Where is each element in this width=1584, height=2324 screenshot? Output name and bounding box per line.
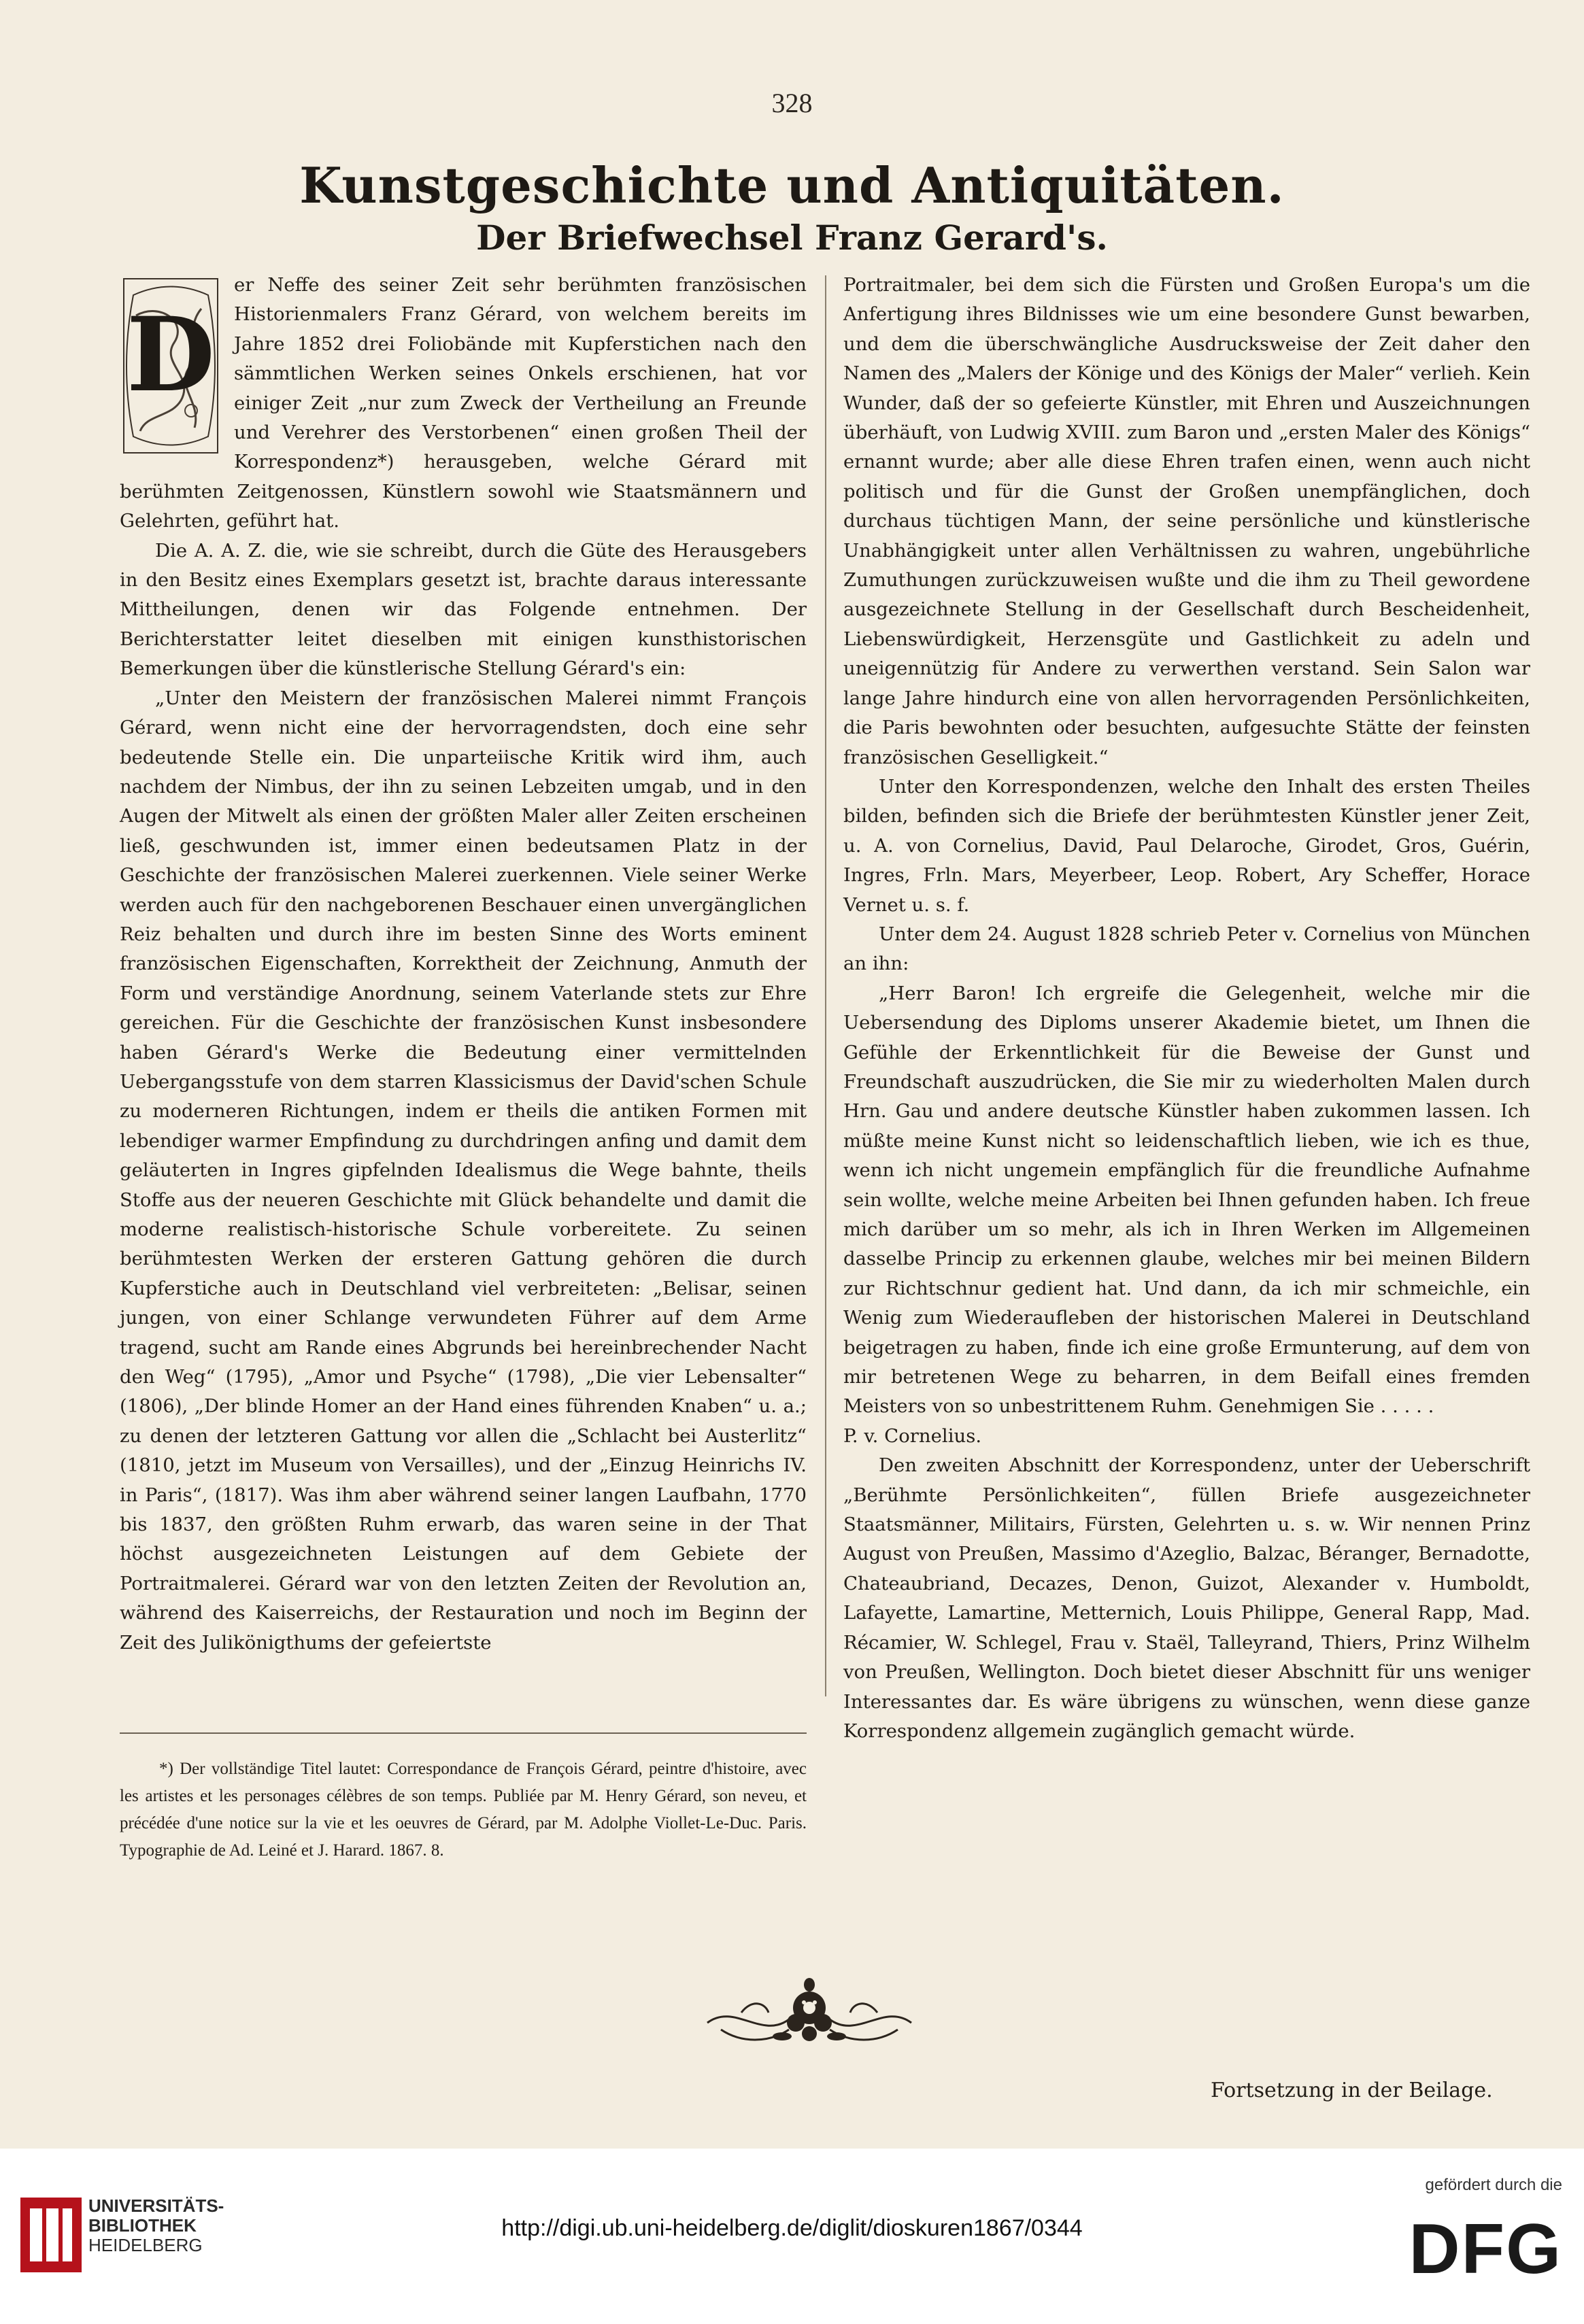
ornamental-initial-icon	[120, 275, 222, 457]
page-number: 328	[771, 88, 813, 118]
paragraph: er Neffe des seiner Zeit sehr berühmten französischen Historienmalers Franz Gérard, von welchem bereits im Jahre 1852 drei Foliobände mit Kupferstichen nach den sämmtlichen Werken seines Onkels erschienen, hat vor einiger Zeit „nur zum Zweck der Vertheilung an Freunde und Verehrer des Verstorbenen“ einen großen Theil der Korrespondenz*) herausgeben, welche Gérard mit berühmten Zeitgenossen, Künstlern sowohl wie Staatsmännern und Gelehrten, geführt hat.	[120, 274, 807, 532]
paragraph: Unter den Korrespondenzen, welche den Inhalt des ersten Theiles bilden, befinden sich die Briefe der berühmtesten Künstler jener Zeit, u. A. von Cornelius, David, Paul Delaroche, Girodet, Gros, Guérin, Ingres, Frln. Mars, Meyerbeer, Leop. Robert, Ary Scheffer, Horace Vernet u. s. f.	[843, 775, 1530, 916]
paragraph: „Herr Baron! Ich ergreife die Gelegenheit, welche mir die Uebersendung des Diploms unserer Akademie bietet, um Ihnen die Gefühle der Erkenntlichkeit für die Beweise der Gunst und Freundschaft auszudrücken, die Sie mir zu wiederholten Malen durch Hrn. Gau und andere deutsche Künstler haben zukommen lassen. Ich müßte meine Kunst nicht so leidenschaftlich lieben, wie ich es thue, wenn ich nicht ungemein empfänglich für die freundliche Aufnahme sein wollte, welche meine Arbeiten bei Ihnen gefunden haben. Ich freue mich darüber um so mehr, als ich in Ihren Werken im Allgemeinen dasselbe Princip zu erkennen glaube, welches mir bei meinen Bildern zur Richtschnur gedient hat. Und dann, da ich mir schmeichle, ein Wenig zum Wiederaufleben der historischen Malerei in Deutschland beigetragen zu haben, finde ich eine große Ermunterung, auf dem von mir betretenen Wege zu beharren, in dem Beifall eines fremden Meisters von so unbestrittenem Ruhm. Genehmigen Sie . . . . .	[843, 982, 1530, 1418]
paragraph: Portraitmaler, bei dem sich die Fürsten und Großen Europa's um die Anfertigung ihres Bildnisses wie um eine besondere Gunst bewarben, und dem die überschwängliche Ausdrucksweise der Zeit daher den Namen des „Malers der Könige und des Königs der Maler“ verlieh. Kein Wunder, daß der so gefeierte Künstler, mit Ehren und Auszeichnungen überhäuft, von Ludwig XVIII. zum Baron und „ersten Maler des Königs“ ernannt wurde; aber alle diese Ehren trafen einen, wenn auch nicht politisch und für die Gunst der Großen unempfänglichen, doch durchaus tüchtigen Mann, der seine persönliche und künstlerische Unabhängigkeit unter allen Verhältnissen zu wahren, ungebührliche Zumuthungen zurückzuweisen wußte und die ihm zu Theil gewordene ausgezeichnete Stellung in der Gesellschaft durch Bescheidenheit, Liebenswürdigkeit, Herzensgüte und Gastlichkeit zu adeln und uneigennützig für Andere zu verwerthen verstand. Sein Salon war lange Jahre hindurch eine von allen hervorragenden Persönlichkeiten, die Paris bewohnten oder besuchten, aufgesuchte Stätte der feinsten französischen Geselligkeit.“	[843, 274, 1530, 768]
footnote-text: Correspondance de François Gérard, peintre d'histoire, avec les artistes et les personages célèbres de son temps. Publiée par M. Henry Gérard, son neveu, et précédée d'une notice sur la vie et les oeuvres de Gérard, par M. Adolphe Viollet-Le-Duc. Paris. Typographie de Ad. Leiné et J. Harard. 1867. 8.	[120, 1760, 807, 1860]
library-name-line: UNIVERSITÄTS-	[88, 2195, 224, 2216]
library-name-line: BIBLIOTHEK	[88, 2215, 197, 2236]
library-name-line: HEIDELBERG	[88, 2235, 203, 2255]
paragraph: Den zweiten Abschnitt der Korrespondenz, unter der Ueberschrift „Berühmte Persönlichkeiten“, füllen Briefe ausgezeichneter Staatsmänner, Militairs, Fürsten, Gelehrten u. s. w. Wir nennen Prinz August von Preußen, Massimo d'Azeglio, Balzac, Béranger, Bernadotte, Chateaubriand, Decazes, Denon, Guizot, Alexander v. Humboldt, Lafayette, Lamartine, Metternich, Louis Philippe, General Rapp, Mad. Récamier, W. Schlegel, Frau v. Staël, Talleyrand, Thiers, Prinz Wilhelm von Preußen, Wellington. Doch bietet dieser Abschnitt für uns weniger Interessantes dar. Es wäre übrigens zu wünschen, wenn diese ganze Korrespondenz allgemein zugänglich gemacht würde.	[843, 1454, 1530, 1742]
left-column	[120, 271, 807, 1658]
floral-ornament-icon	[701, 1975, 918, 2055]
continuation-note: Fortsetzung in der Beilage.	[1211, 2079, 1493, 2102]
paragraph: Unter dem 24. August 1828 schrieb Peter v. Cornelius von München an ihn:	[843, 923, 1530, 975]
funded-by-label: gefördert durch die	[1425, 2176, 1562, 2194]
dfg-logo: DFG	[1409, 2210, 1562, 2289]
signature-line: P. v. Cornelius.	[843, 1424, 982, 1447]
footnote	[120, 1756, 807, 1864]
footnote-rule	[120, 1732, 807, 1734]
section-title: Kunstgeschichte und Antiquitäten.	[299, 156, 1285, 214]
dropcap-letter: D	[126, 295, 216, 415]
article-title: Der Briefwechsel Franz Gerard's.	[476, 218, 1108, 258]
right-column	[843, 271, 1530, 1746]
digitization-footer	[0, 2149, 1584, 2324]
paragraph: „Unter den Meistern der französischen Malerei nimmt François Gérard, wenn nicht eine der hervorragendsten, doch eine sehr bedeutende Stelle ein. Die unparteiische Kritik wird ihm, auch nachdem der Nimbus, der ihn zu seinen Lebzeiten umgab, und in den Augen der Mitwelt als einen der größten Maler aller Zeiten erscheinen ließ, geschwunden ist, immer einen bedeutsamen Platz in der Geschichte der französischen Malerei zuerkennen. Viele seiner Werke werden auch für den nachgeborenen Beschauer einen unvergänglichen Reiz behalten und durch ihre im besten Sinne des Worts eminent französischen Eigenschaften, Korrektheit der Zeichnung, Anmuth der Form und verständige Anordnung, seinem Vaterlande stets zur Ehre gereichen. Für die Geschichte der französischen Kunst insbesondere haben Gérard's Werke die Bedeutung einer vermittelnden Uebergangsstufe von dem starren Klassicismus der David'schen Schule zu moderneren Richtungen, indem er theils die antiken Formen mit lebendiger warmer Empfindung zu durchdringen anfing und damit dem geläuterten in Ingres gipfelnden Idealismus die Wege bahnte, theils Stoffe aus der neueren Geschichte mit Glück behandelte und damit die moderne realistisch-historische Schule vorbereitete. Zu seinen berühmtesten Werken der ersteren Gattung gehören die durch Kupferstiche auch in Deutschland viel verbreiteten: „Belisar, seinen jungen, von einer Schlange verwundeten Führer auf dem Arme tragend, sucht am Rande eines Abgrunds bei hereinbrechender Nacht den Weg“ (1795), „Amor und Psyche“ (1798), „Die vier Lebensalter“ (1806), „Der blinde Homer an der Hand eines führenden Knaben“ u. a.; zu denen der letzteren Gattung vor allen die „Schlacht bei Austerlitz“ (1810, jetzt im Museum von Versailles), und der „Einzug Heinrichs IV. in Paris“, (1817). Was ihm aber während seiner langen Laufbahn, 1770 bis 1837, den größten Ruhm erwarb, das waren seine in der That höchst ausgezeichneten Leistungen auf dem Gebiete der Portraitmalerei. Gérard war von den letzten Zeiten der Revolution an, während des Kaiserreichs, der Restauration und noch im Beginn der Zeit des Julikönigthums der gefeiertste	[120, 687, 807, 1654]
footnote-marker: *) Der vollständige Titel lautet:	[159, 1760, 381, 1778]
column-divider	[825, 275, 826, 1696]
paragraph: Die A. A. Z. die, wie sie schreibt, durch die Güte des Herausgebers in den Besitz eines Exemplars gesetzt ist, brachte daraus interessante Mittheilungen, denen wir das Folgende entnehmen. Der Berichterstatter leitet dieselben mit einigen kunsthistorischen Bemerkungen über die künstlerische Stellung Gérard's ein:	[120, 539, 807, 680]
source-url-link[interactable]: http://digi.ub.uni-heidelberg.de/diglit/dioskuren1867/0344	[501, 2215, 1083, 2241]
